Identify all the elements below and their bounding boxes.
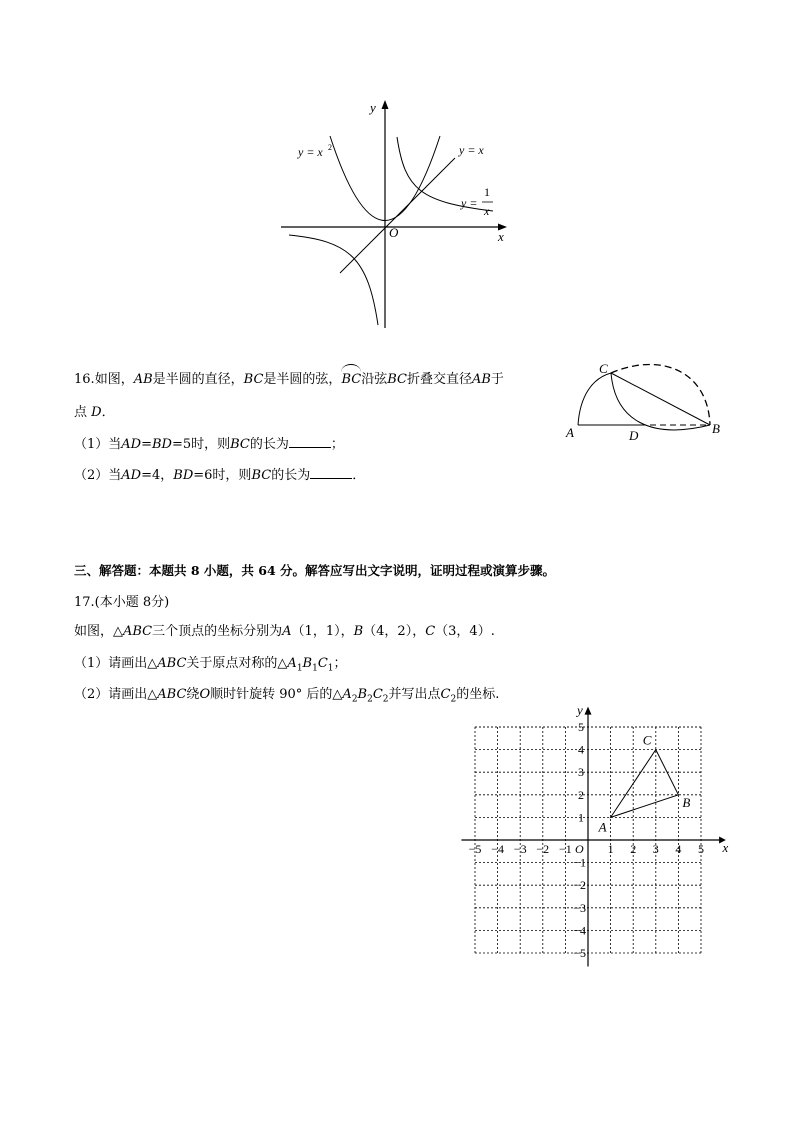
graph1-x-label: x (498, 229, 504, 244)
vertex-label-b: B (682, 794, 691, 810)
grid-x-tick-label: −5 (468, 842, 482, 856)
q16-part1: （1）当AD=BD=5时，则BC的长为 ； (74, 437, 344, 452)
fig16-label-b: B (712, 421, 720, 436)
section3-heading: 三、解答题：本题共 8 小题，共 64 分。解答应写出文字说明，证明过程或演算步骤。 (74, 563, 556, 578)
fig16-label-d: D (629, 428, 639, 443)
grid-x-tick-label: −3 (513, 842, 527, 856)
label-y-inv-num: 1 (484, 185, 490, 199)
grid-origin-label: O (575, 842, 584, 856)
q17-part2: （2）请画出△ABC绕O顺时针旋转 90° 后的$\triangle A_2B_2C_2$并写出点$C_2$的坐标. (74, 687, 500, 705)
q17-intro: 如图，△ABC三个顶点的坐标分别为A（1，1），B（4，2），C（3，4）. (74, 624, 495, 639)
grid-y-label: y (577, 702, 583, 718)
grid-y-tick-label: 5 (578, 720, 584, 734)
q17-part1: （1）请画出△ABC关于原点对称的$\triangle A_1B_1C_1$； (74, 656, 347, 674)
label-y-inv-den: x (484, 204, 490, 218)
label-y-inv-lhs: y = (461, 196, 478, 210)
grid-x-tick-label: 2 (630, 842, 637, 856)
vertex-label-a: A (598, 819, 607, 835)
grid-x-tick-label: 1 (607, 842, 614, 856)
q16-line1: 16.如图，AB是半圆的直径，BC是半圆的弦， BC沿弦BC折叠交直径AB于 (74, 368, 504, 390)
grid-x-tick-label: 5 (698, 842, 704, 856)
fig16-label-a: A (566, 425, 574, 440)
arc-bc: BC (341, 368, 361, 390)
grid-x-tick-label: −4 (491, 842, 504, 856)
grid-y-tick-label: 3 (578, 765, 584, 780)
grid-x-tick-label: −1 (559, 842, 572, 856)
q16-part2: （2）当AD=4，BD=6时，则BC的长为 ． (74, 468, 366, 483)
grid-y-tick-label: −2 (573, 878, 586, 893)
label-y-x: y = x (459, 143, 484, 157)
grid-y-tick-label: 2 (578, 787, 584, 802)
q16-line2: 点 D． (74, 405, 115, 420)
grid-y-tick-label: 1 (578, 810, 584, 825)
vertex-label-c: C (642, 732, 652, 748)
q17-title: 17.(本小题 8分) (74, 595, 170, 610)
grid-y-tick-label: −1 (573, 855, 586, 870)
graph1-y-label: y (370, 100, 376, 115)
fig16-label-c: C (599, 361, 608, 376)
label-y-x2-exponent: 2 (328, 143, 332, 152)
label-y-x2: y = x (298, 145, 323, 159)
triangle-abc (611, 750, 679, 818)
grid-x-tick-label: 3 (652, 842, 659, 856)
graph1-origin-label: O (389, 225, 399, 240)
grid-x-tick-label: −2 (536, 842, 550, 856)
grid-x-label: x (722, 840, 729, 855)
grid-y-tick-label: −4 (573, 923, 586, 938)
grid-x-tick-label: 4 (675, 842, 682, 856)
grid-y-tick-label: −5 (573, 946, 586, 960)
grid-y-arrow (585, 707, 592, 715)
grid-y-tick-label: −3 (573, 900, 586, 915)
grid-y-tick-label: 4 (578, 742, 584, 757)
